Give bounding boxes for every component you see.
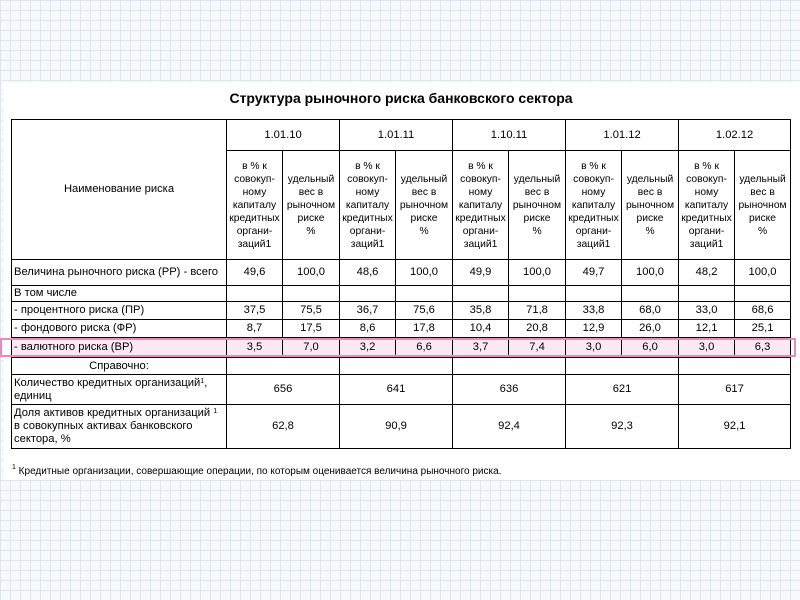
cell-value: 37,5	[227, 302, 283, 320]
header-date: 1.10.11	[453, 120, 566, 151]
footnote: $^1$ Кредитные организации, совершающие операции, по которым оценивается величина рыночного риска.	[12, 464, 502, 477]
cell-value: 656	[227, 375, 340, 405]
cell-value: 617	[679, 375, 791, 405]
cell-value: 92,3	[566, 405, 679, 449]
cell-value: 100,0	[735, 260, 791, 286]
header-row-dates	[12, 120, 791, 151]
cell-value: 26,0	[622, 320, 679, 338]
cell-value: 8,6	[340, 320, 396, 338]
cell-value: 7,4	[509, 338, 566, 358]
market-risk-table	[11, 119, 791, 449]
row-including	[12, 286, 791, 302]
cell-value: 90,9	[340, 405, 453, 449]
cell-value: 636	[453, 375, 566, 405]
header-date: 1.01.11	[340, 120, 453, 151]
header-share: удельный вес в рыночном риске %	[735, 151, 791, 260]
header-pct-capital: в % к совокуп- ному капиталу кредитных органи- заций1	[340, 151, 396, 260]
cell-value: 48,6	[340, 260, 396, 286]
cell-value: 6,3	[735, 338, 791, 358]
row-label: Справочно:	[12, 358, 227, 375]
cell-value: 100,0	[283, 260, 340, 286]
cell-value: 33,8	[566, 302, 622, 320]
cell-value: 48,2	[679, 260, 735, 286]
header-share: удельный вес в рыночном риске %	[622, 151, 679, 260]
cell-value: 20,8	[509, 320, 566, 338]
row-interest-risk	[12, 302, 791, 320]
header-date: 1.02.12	[679, 120, 791, 151]
cell-value: 12,9	[566, 320, 622, 338]
header-date: 1.01.12	[566, 120, 679, 151]
cell-value: 8,7	[227, 320, 283, 338]
row-label: Количество кредитных организаций$^1$, единиц	[12, 375, 227, 405]
header-share: удельный вес в рыночном риске %	[509, 151, 566, 260]
cell-value: 621	[566, 375, 679, 405]
row-currency-risk	[12, 338, 791, 358]
header-pct-capital: в % к совокуп- ному капиталу кредитных органи- заций1	[453, 151, 509, 260]
row-stock-risk	[12, 320, 791, 338]
cell-value: 33,0	[679, 302, 735, 320]
cell-value: 3,7	[453, 338, 509, 358]
row-label: - фондового риска (ФР)	[12, 320, 227, 338]
row-reference	[12, 358, 791, 375]
cell-value: 10,4	[453, 320, 509, 338]
cell-value: 25,1	[735, 320, 791, 338]
cell-value: 3,0	[679, 338, 735, 358]
cell-value: 68,6	[735, 302, 791, 320]
header-pct-capital: в % к совокуп- ному капиталу кредитных органи- заций1	[566, 151, 622, 260]
cell-value: 641	[340, 375, 453, 405]
cell-value: 35,8	[453, 302, 509, 320]
row-asset-share	[12, 405, 791, 449]
header-risk-name: Наименование риска	[12, 120, 227, 260]
header-share: удельный вес в рыночном риске %	[396, 151, 453, 260]
cell-value: 3,0	[566, 338, 622, 358]
row-institution-count	[12, 375, 791, 405]
cell-value: 12,1	[679, 320, 735, 338]
cell-value: 100,0	[622, 260, 679, 286]
row-label: Величина рыночного риска (РР) - всего	[12, 260, 227, 286]
cell-value: 100,0	[509, 260, 566, 286]
cell-value: 17,8	[396, 320, 453, 338]
cell-value: 75,6	[396, 302, 453, 320]
cell-value: 62,8	[227, 405, 340, 449]
cell-value: 75,5	[283, 302, 340, 320]
row-label: Доля активов кредитных организаций $^1$ в совокупных активах банковского сектора, %	[12, 405, 227, 449]
header-date: 1.01.10	[227, 120, 340, 151]
cell-value: 6,0	[622, 338, 679, 358]
cell-value: 3,2	[340, 338, 396, 358]
cell-value: 100,0	[396, 260, 453, 286]
row-total-risk	[12, 260, 791, 286]
header-pct-capital: в % к совокуп- ному капиталу кредитных органи- заций1	[227, 151, 283, 260]
table-title: Структура рыночного риска банковского сектора	[229, 90, 573, 106]
cell-value: 17,5	[283, 320, 340, 338]
row-label: - процентного риска (ПР)	[12, 302, 227, 320]
cell-value: 68,0	[622, 302, 679, 320]
cell-value: 6,6	[396, 338, 453, 358]
cell-value: 49,9	[453, 260, 509, 286]
cell-value: 3,5	[227, 338, 283, 358]
cell-value: 36,7	[340, 302, 396, 320]
cell-value: 92,1	[679, 405, 791, 449]
cell-value: 49,6	[227, 260, 283, 286]
header-pct-capital: в % к совокуп- ному капиталу кредитных органи- заций1	[679, 151, 735, 260]
row-label: - валютного риска (ВР)	[12, 338, 227, 358]
header-share: удельный вес в рыночном риске %	[283, 151, 340, 260]
row-label: В том числе	[12, 286, 227, 302]
cell-value: 49,7	[566, 260, 622, 286]
cell-value: 92,4	[453, 405, 566, 449]
cell-value: 71,8	[509, 302, 566, 320]
cell-value: 7,0	[283, 338, 340, 358]
